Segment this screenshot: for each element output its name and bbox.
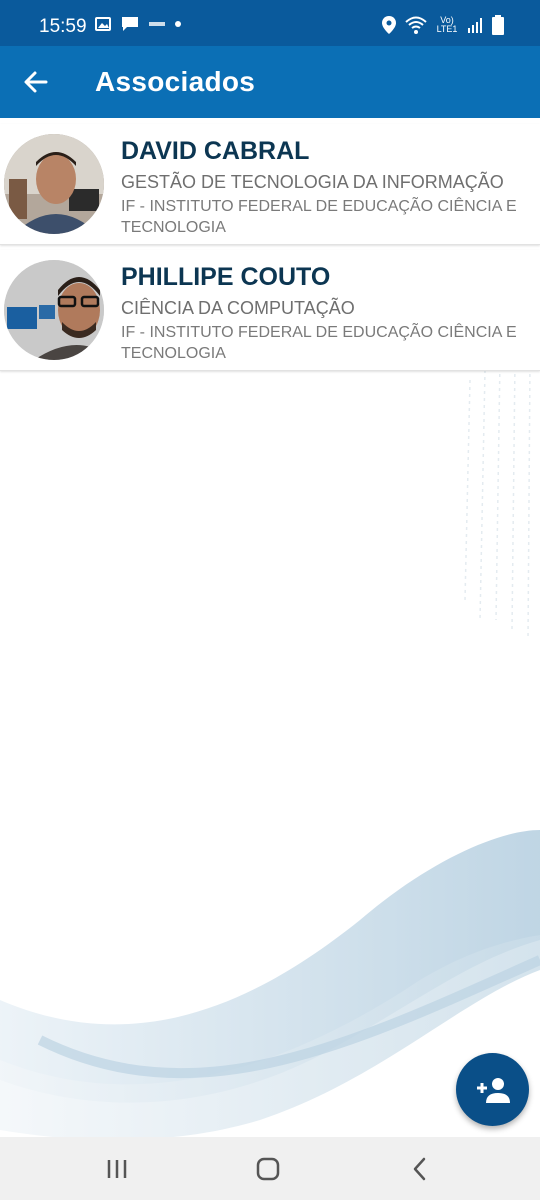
app-icon xyxy=(149,19,165,29)
arrow-left-icon xyxy=(20,66,52,98)
back-nav-button[interactable] xyxy=(405,1154,435,1184)
navigation-bar xyxy=(0,1137,540,1200)
back-icon xyxy=(405,1154,435,1184)
associate-institution: IF - INSTITUTO FEDERAL DE EDUCAÇÃO CIÊNCIA E TECNOLOGIA xyxy=(121,198,517,236)
list-item[interactable] xyxy=(0,124,540,245)
image-icon xyxy=(95,17,111,31)
home-button[interactable] xyxy=(253,1154,283,1184)
list-item[interactable] xyxy=(0,250,540,371)
person-add-icon xyxy=(476,1077,510,1103)
dot-icon xyxy=(175,21,181,27)
associate-name: DAVID CABRAL xyxy=(121,137,310,165)
associate-course: CIÊNCIA DA COMPUTAÇÃO xyxy=(121,298,355,318)
avatar xyxy=(4,134,104,234)
message-icon xyxy=(121,16,139,32)
wifi-icon xyxy=(405,16,427,34)
battery-icon xyxy=(492,15,504,35)
location-icon xyxy=(382,16,396,34)
associate-name: PHILLIPE COUTO xyxy=(121,263,331,291)
associate-institution: IF - INSTITUTO FEDERAL DE EDUCAÇÃO CIÊNCIA E TECNOLOGIA xyxy=(121,324,517,362)
recent-apps-button[interactable] xyxy=(102,1154,132,1184)
status-bar xyxy=(0,0,540,46)
avatar xyxy=(4,260,104,360)
signal-icon xyxy=(467,17,483,33)
background-wave xyxy=(0,360,540,1140)
associate-course: GESTÃO DE TECNOLOGIA DA INFORMAÇÃO xyxy=(121,172,504,192)
volte-icon: Vo) LTE1 xyxy=(436,15,458,34)
home-icon xyxy=(253,1154,283,1184)
page-title: Associados xyxy=(95,66,256,97)
status-time: 15:59 xyxy=(39,16,87,37)
add-associate-button[interactable] xyxy=(456,1053,529,1126)
associates-list xyxy=(0,124,540,376)
back-button[interactable] xyxy=(20,66,52,98)
recent-apps-icon xyxy=(102,1154,132,1184)
app-bar xyxy=(0,46,540,118)
